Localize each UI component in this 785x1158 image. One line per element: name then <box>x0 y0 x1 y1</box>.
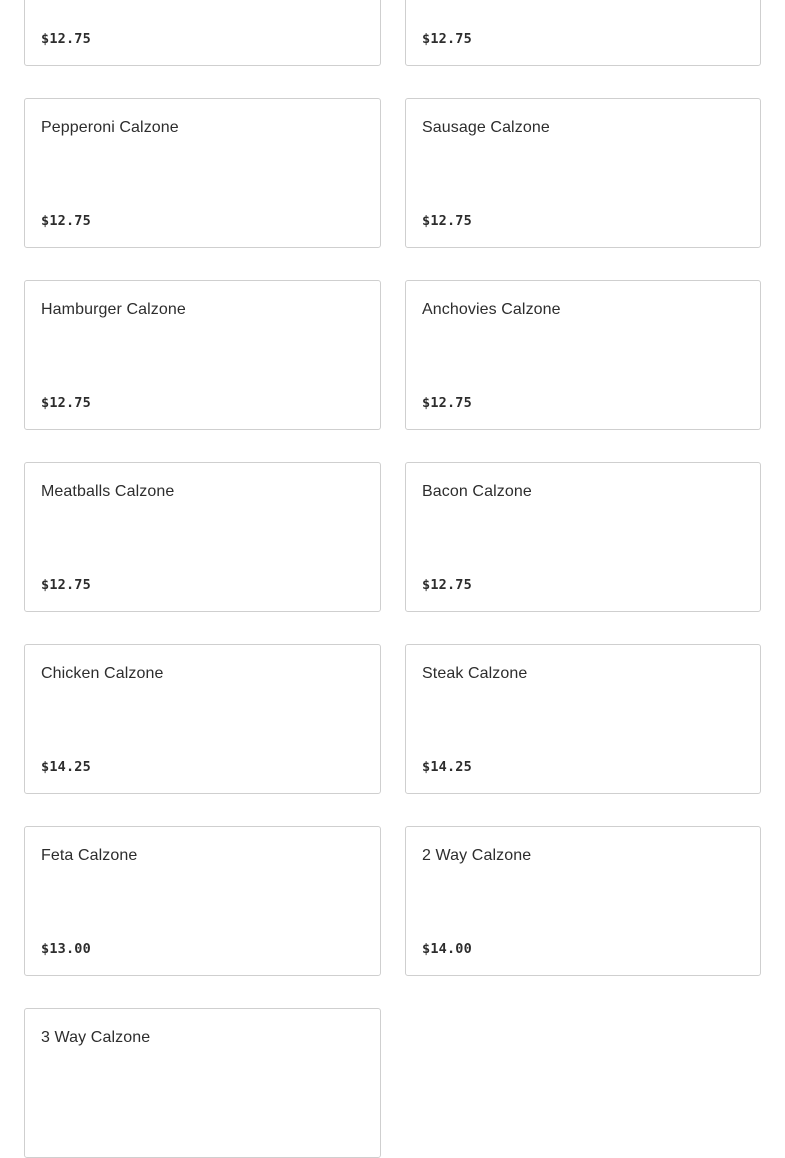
menu-item-price: $14.00 <box>422 941 472 957</box>
menu-item-card[interactable] <box>24 0 381 66</box>
menu-item-price: $12.75 <box>41 577 91 593</box>
menu-item-name: Feta Calzone <box>41 847 138 864</box>
menu-item-price: $12.75 <box>422 213 472 229</box>
menu-item-card-anchovies-calzone[interactable] <box>405 280 761 430</box>
menu-item-price: $14.25 <box>41 759 91 775</box>
menu-items-grid <box>24 0 761 1158</box>
menu-item-card-pepperoni-calzone[interactable] <box>24 98 381 248</box>
menu-item-price: $14.25 <box>422 759 472 775</box>
menu-item-price: $12.75 <box>41 395 91 411</box>
menu-item-name: Bacon Calzone <box>422 483 532 500</box>
menu-item-name: Anchovies Calzone <box>422 301 561 318</box>
menu-item-name: 2 Way Calzone <box>422 847 532 864</box>
menu-item-price: $12.75 <box>41 213 91 229</box>
menu-item-card-feta-calzone[interactable] <box>24 826 381 976</box>
menu-item-name: Steak Calzone <box>422 665 528 682</box>
menu-item-card-3-way-calzone[interactable] <box>24 1008 381 1158</box>
menu-item-name: 3 Way Calzone <box>41 1029 151 1046</box>
menu-item-card-steak-calzone[interactable] <box>405 644 761 794</box>
menu-item-price: $12.75 <box>41 31 91 47</box>
menu-item-price: $13.00 <box>41 941 91 957</box>
menu-item-name: Hamburger Calzone <box>41 301 186 318</box>
menu-item-card-2-way-calzone[interactable] <box>405 826 761 976</box>
menu-item-card-hamburger-calzone[interactable] <box>24 280 381 430</box>
menu-item-card[interactable] <box>405 0 761 66</box>
menu-item-card-meatballs-calzone[interactable] <box>24 462 381 612</box>
menu-item-price: $12.75 <box>422 395 472 411</box>
menu-item-name: Chicken Calzone <box>41 665 164 682</box>
menu-item-card-bacon-calzone[interactable] <box>405 462 761 612</box>
menu-item-name: Meatballs Calzone <box>41 483 175 500</box>
menu-item-card-sausage-calzone[interactable] <box>405 98 761 248</box>
menu-item-card-chicken-calzone[interactable] <box>24 644 381 794</box>
menu-item-name: Pepperoni Calzone <box>41 119 179 136</box>
menu-item-name: Sausage Calzone <box>422 119 550 136</box>
menu-item-price: $12.75 <box>422 577 472 593</box>
menu-item-price: $12.75 <box>422 31 472 47</box>
